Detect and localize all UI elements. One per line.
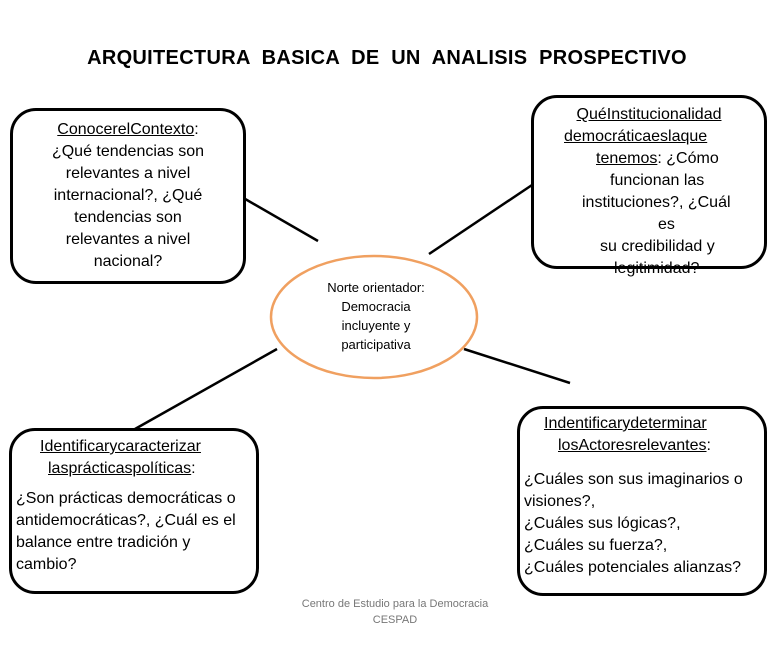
box-text-line: ¿Cuáles su fuerza?, xyxy=(524,537,668,554)
connector-bottom-left xyxy=(135,349,277,429)
center-line: Democracia xyxy=(341,299,411,314)
box-actores-relevantes xyxy=(517,406,767,596)
box-heading-underlined: ConocerelContexto xyxy=(57,121,195,138)
box-text-line: ¿Cuáles potenciales alianzas? xyxy=(524,559,742,576)
box-heading-underlined: tenemos xyxy=(596,150,658,167)
box-text-line: relevantes a nivel xyxy=(65,165,191,182)
box-heading-line xyxy=(538,148,760,170)
center-line: participativa xyxy=(341,337,411,352)
center-line: Norte orientador: xyxy=(327,280,425,295)
box-heading-suffix: : xyxy=(191,460,196,477)
box-text-line: balance entre tradición y xyxy=(16,534,191,551)
box-text-line: ¿Cuáles sus lógicas?, xyxy=(524,515,681,532)
box-text-line: antidemocráticas?, ¿Cuál es el xyxy=(16,512,236,529)
box-heading-line: QuéInstitucionalidad xyxy=(576,106,722,123)
box-text-line: su credibilidad y xyxy=(600,238,715,255)
connector-top-right xyxy=(429,183,535,254)
footer-line: Centro de Estudio para la Democracia xyxy=(301,598,489,610)
box-text-line: ¿Qué tendencias son xyxy=(51,143,205,160)
box-text-line: es xyxy=(658,216,675,233)
box-heading-line xyxy=(538,126,760,148)
box-heading-underlined: democráticaeslaque xyxy=(564,128,708,145)
box-heading-line: Identificarycaracterizar xyxy=(40,438,201,455)
connector-bottom-right xyxy=(464,349,570,383)
center-label xyxy=(296,278,456,354)
box-heading-suffix: : xyxy=(194,121,199,138)
box-text-line: ¿Cuáles son sus imaginarios o xyxy=(524,471,743,488)
center-line: incluyente y xyxy=(341,318,411,333)
box-heading-line xyxy=(524,435,762,457)
box-heading-suffix: : ¿Cómo xyxy=(657,150,719,167)
box-conocer-contexto xyxy=(10,108,246,284)
box-text-line: legitimidad? xyxy=(614,260,700,277)
connector-top-left xyxy=(240,196,318,241)
box-text-line: tendencias son xyxy=(74,209,182,226)
box-heading-underlined: lasprácticaspolíticas xyxy=(48,460,192,477)
box-text-line: cambio? xyxy=(16,556,77,573)
box-text-line: relevantes a nivel xyxy=(65,231,191,248)
box-practicas-politicas xyxy=(9,428,259,594)
box-heading-underlined: losActoresrelevantes xyxy=(558,437,707,454)
box-heading xyxy=(21,119,235,141)
box-text-line: visiones?, xyxy=(524,493,596,510)
box-text-line: nacional? xyxy=(93,253,163,270)
box-heading-line xyxy=(16,458,253,480)
box-text-line: internacional?, ¿Qué xyxy=(53,187,203,204)
box-heading-line: Indentificarydeterminar xyxy=(544,415,707,432)
footer-line: CESPAD xyxy=(372,614,418,626)
diagram-title: ARQUITECTURA BASICA DE UN ANALISIS PROSPECTIVO xyxy=(87,47,687,69)
box-heading-suffix: : xyxy=(706,437,711,454)
box-institucionalidad xyxy=(531,95,767,277)
footer-credit xyxy=(250,596,540,628)
box-text-line: ¿Son prácticas democráticas o xyxy=(16,490,236,507)
box-text-line: instituciones?, ¿Cuál xyxy=(582,194,731,211)
box-text-line: funcionan las xyxy=(610,172,705,189)
